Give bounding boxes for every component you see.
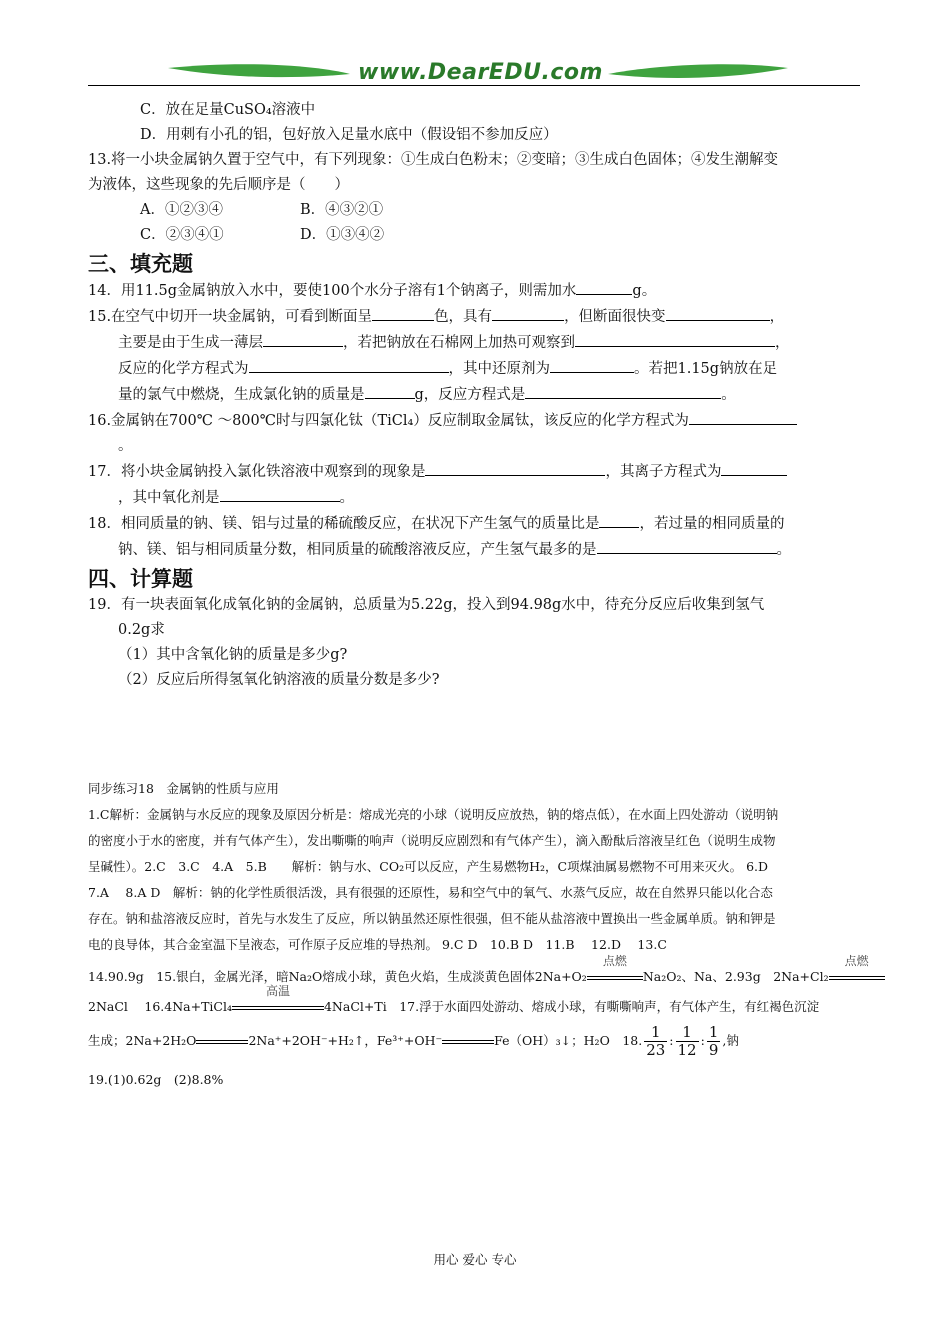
q15-text-8: 反应的化学方程式为 xyxy=(118,361,249,377)
answer-line-3: 呈碱性）。2.C 3.C 4.A 5.B 解析：钠与水、CO₂可以反应，产生易燃物H₂，C项煤油属易燃物不可用来灭火。 6.D xyxy=(88,859,769,874)
answer-line-9 xyxy=(88,1024,860,1059)
answer-16-text: 2NaCl 16.4Na+TiCl₄ xyxy=(88,999,232,1014)
section-heading-calc: 四、计算题 xyxy=(88,567,193,591)
fraction-2-numerator: 1 xyxy=(676,1024,699,1042)
q18-text-3: 钠、镁、铝与相同质量分数，相同质量的硫酸溶液反应，产生氢气最多的是 xyxy=(118,542,597,558)
q13-stem-line1: 13.将一小块金属钠久置于空气中，有下列现象：①生成白色粉末；②变暗；③生成白色固体；④发生潮解变 xyxy=(88,152,779,168)
q17-line1 xyxy=(88,459,860,485)
fraction-1 xyxy=(644,1024,667,1059)
q13-option-d: D．①③④② xyxy=(300,227,385,243)
equals-sign xyxy=(232,1006,324,1010)
q15-text-10: 。若把1.15g钠放在足 xyxy=(634,361,778,377)
answer-line-8 xyxy=(88,984,860,1020)
q15-line2 xyxy=(88,330,860,356)
q17-blank-phenomenon[interactable] xyxy=(425,459,605,476)
q15-text-5: 主要是由于生成一薄层 xyxy=(118,335,263,351)
answer-line-10: 19.(1)0.62g (2)8.8% xyxy=(88,1072,224,1087)
q17-blank-oxidant[interactable] xyxy=(220,485,340,502)
fraction-3 xyxy=(707,1024,721,1059)
q15-text-4: ， xyxy=(769,309,785,325)
equals-sign xyxy=(587,976,643,980)
q14-blank[interactable] xyxy=(576,278,632,295)
q15-blank-equation2[interactable] xyxy=(525,382,721,399)
q18-text-2: ，若过量的相同质量的 xyxy=(639,516,785,532)
q18-blank-ratio[interactable] xyxy=(599,511,639,528)
q19-subquestion-1: （1）其中含氧化钠的质量是多少g? xyxy=(118,647,348,663)
answer-line-4: 7.A 8.A D 解析：钠的化学性质很活泼，具有很强的还原性，易和空气中的氧气、水蒸气反应，故在自然界只能以化合态 xyxy=(88,885,773,900)
q16-line1 xyxy=(88,408,860,434)
answer-14-15-text: 14.90.9g 15.银白，金属光泽，暗Na₂O熔成小球，黄色火焰，生成淡黄色固体2Na+O₂ xyxy=(88,969,587,984)
reaction-condition-ignite-1 xyxy=(587,954,643,990)
q18-blank-most[interactable] xyxy=(597,537,777,554)
answer-18-tail: ,钠 xyxy=(722,1033,739,1048)
answer-key xyxy=(88,776,869,1093)
answer-title: 同步练习18 金属钠的性质与应用 xyxy=(88,781,279,796)
q13-option-b: B．④③②① xyxy=(300,202,384,218)
q15-line4 xyxy=(88,382,860,408)
q15-blank-layer[interactable] xyxy=(263,330,343,347)
q18-line2 xyxy=(88,537,860,563)
fraction-1-denominator: 23 xyxy=(646,1041,666,1059)
ratio-colon: : xyxy=(700,1033,705,1048)
q15-blank-mass[interactable] xyxy=(365,382,415,399)
q15-blank-reductant[interactable] xyxy=(550,356,634,373)
q13-stem-line2: 为液体，这些现象的先后顺序是（ ） xyxy=(88,177,349,193)
q15-blank-equation[interactable] xyxy=(249,356,449,373)
fraction-3-numerator: 1 xyxy=(708,1023,719,1041)
equals-sign-1 xyxy=(196,1028,248,1054)
q15-blank-color[interactable] xyxy=(372,304,434,321)
q12-option-d: D．用刺有小孔的铝，包好放入足量水底中（假设铝不参加反应） xyxy=(140,127,558,143)
fraction-2-denominator: 12 xyxy=(677,1041,697,1059)
q14 xyxy=(88,278,860,304)
q15-text-1: 15.在空气中切开一块金属钠，可看到断面呈 xyxy=(88,309,373,325)
q15-blank-luster[interactable] xyxy=(492,304,564,321)
site-logo[interactable]: www.DearEDU.com xyxy=(358,60,603,85)
q15-text-11: 量的氯气中燃烧，生成氯化钠的质量是 xyxy=(118,387,365,403)
equals-sign xyxy=(442,1040,494,1044)
q12-option-c: C．放在足量CuSO₄溶液中 xyxy=(140,102,316,118)
q13-options-row2 xyxy=(88,223,860,248)
q18-line1 xyxy=(88,511,860,537)
q13-option-a: A．①②③④ xyxy=(140,202,223,218)
fraction-2 xyxy=(676,1024,699,1059)
equals-sign xyxy=(196,1040,248,1044)
page-footer: 用心 爱心 专心 xyxy=(433,1252,517,1267)
header-rule xyxy=(88,85,860,86)
section-heading-fill: 三、填充题 xyxy=(88,252,193,276)
condition-label-high-temp: 高温 xyxy=(265,984,290,998)
q16-blank[interactable] xyxy=(689,408,797,425)
answer-line-7 xyxy=(88,954,869,990)
q14-unit: g。 xyxy=(632,283,657,299)
q16-text: 16.金属钠在700℃ ～800℃时与四氯化钛（TiCl₄）反应制取金属钛，该反应的化学方程式为 xyxy=(88,413,689,429)
fraction-1-numerator: 1 xyxy=(644,1024,667,1042)
q13-options-row1 xyxy=(88,198,860,223)
answer-16-17-text: 4NaCl+Ti 17.浮于水面四处游动、熔成小球，有嘶嘶响声，有气体产生，有红褐色沉淀 xyxy=(323,999,820,1014)
answer-15-cont: Na₂O₂、Na、2.93g 2Na+Cl₂ xyxy=(642,969,829,984)
q17-line2 xyxy=(88,485,860,511)
reaction-condition-ignite-2 xyxy=(829,954,885,990)
q17-text-3: ，其中氧化剂是 xyxy=(118,490,220,506)
q15-text-12: g，反应方程式是 xyxy=(414,387,526,403)
q15-text-7: ， xyxy=(775,335,790,351)
answer-17-eq2: 2Na⁺+2OH⁻+H₂↑，Fe³⁺+OH⁻ xyxy=(248,1033,443,1048)
answer-line-6: 电的良导体，其合金室温下呈液态，可作原子反应堆的导热剂。 9.C D 10.B D 11.B 12.D 13.C xyxy=(88,937,667,952)
answer-line-2: 的密度小于水的密度，并有气体产生），发出嘶嘶的响声（说明反应剧烈和有气体产生），滴入酚酞后溶液呈红色（说明生成物 xyxy=(88,833,776,848)
q19-line2: 0.2g求 xyxy=(118,622,165,638)
reaction-condition-high-temp xyxy=(232,984,324,1020)
q15-text-2: 色，具有 xyxy=(434,309,493,325)
q18-text-1: 18．相同质量的钠、镁、铝与过量的稀硫酸反应，在状况下产生氢气的质量比是 xyxy=(88,516,600,532)
equals-sign xyxy=(829,976,885,980)
q17-text-1: 17．将小块金属钠投入氯化铁溶液中观察到的现象是 xyxy=(88,464,426,480)
q17-blank-ionic-eq[interactable] xyxy=(721,459,787,476)
q19-subquestion-2: （2）反应后所得氢氧化钠溶液的质量分数是多少? xyxy=(118,672,440,688)
q15-blank-observe[interactable] xyxy=(575,330,775,347)
q15-text-13: 。 xyxy=(721,387,736,403)
fraction-3-denominator: 9 xyxy=(708,1041,719,1059)
page-header xyxy=(88,58,860,90)
answer-17-18-text: Fe（OH）₃↓；H₂O 18. xyxy=(494,1033,643,1048)
q17-text-4: 。 xyxy=(339,490,354,506)
answer-line-1: 1.C解析：金属钠与水反应的现象及原因分析是：熔成光亮的小球（说明反应放热，钠的熔点低），在水面上四处游动（说明钠 xyxy=(88,807,779,822)
q15-line3 xyxy=(88,356,860,382)
q14-text: 14．用11.5g金属钠放入水中，要使100个水分子溶有1个钠离子，则需加水 xyxy=(88,283,577,299)
equals-sign-2 xyxy=(442,1028,494,1054)
q15-text-9: ，其中还原剂为 xyxy=(448,361,550,377)
q16-line2: 。 xyxy=(118,438,133,454)
condition-label-ignite: 点燃 xyxy=(602,954,627,968)
answer-17-eq1: 生成；2Na+2H₂O xyxy=(88,1033,197,1048)
q19-line1: 19．有一块表面氧化成氧化钠的金属钠，总质量为5.22g，投入到94.98g水中，待充分反应后收集到氢气 xyxy=(88,597,765,613)
answer-line-5: 存在。钠和盐溶液反应时，首先与水发生了反应，所以钠虽然还原性很强，但不能从盐溶液中置换出一些金属单质。钠和钾是 xyxy=(88,911,776,926)
condition-label-ignite: 点燃 xyxy=(844,954,869,968)
worksheet-body xyxy=(88,98,860,693)
q15-text-3: ，但断面很快变 xyxy=(564,309,666,325)
ratio-colon: : xyxy=(669,1033,674,1048)
q15-blank-change[interactable] xyxy=(666,304,770,321)
q15-line1 xyxy=(88,304,860,330)
q15-text-6: ，若把钠放在石棉网上加热可观察到 xyxy=(343,335,575,351)
q13-option-c: C．②③④① xyxy=(140,227,224,243)
q17-text-2: ，其离子方程式为 xyxy=(605,464,722,480)
q18-text-4: 。 xyxy=(776,542,791,558)
